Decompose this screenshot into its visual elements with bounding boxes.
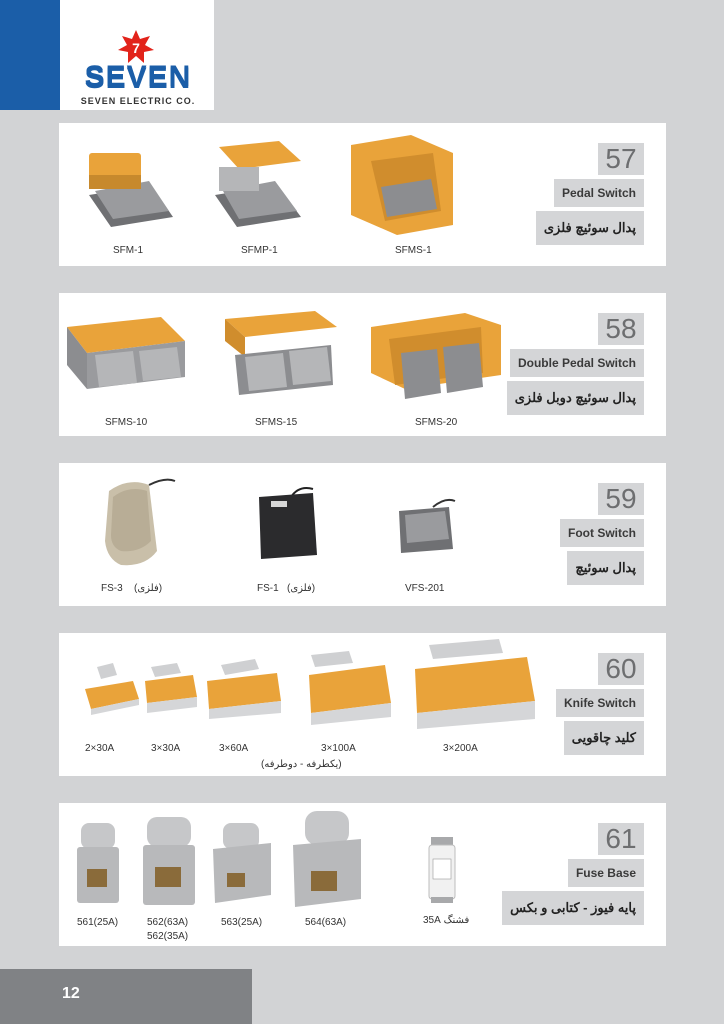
product-label: SFMS-1 xyxy=(395,245,432,256)
product-image-sfms-10 xyxy=(65,311,189,397)
product-image-vfs-201 xyxy=(393,493,475,557)
section-title-fa: پدال سوئیچ xyxy=(567,551,644,585)
section-pedal-switch xyxy=(59,123,666,266)
section-title-fa: پدال سوئیچ فلزی xyxy=(536,211,644,245)
product-image-fuse-562 xyxy=(139,815,199,907)
product-image-fs-1 xyxy=(255,483,331,563)
section-knife-switch xyxy=(59,633,666,776)
product-image-knife-3x60a xyxy=(203,659,285,719)
product-label: SFMS-10 xyxy=(105,417,148,428)
product-note: (فلزی) xyxy=(287,583,316,594)
header-blue-bar xyxy=(0,0,60,110)
star-logo-icon xyxy=(116,30,156,64)
product-label-secondary: 562(35A) xyxy=(147,931,189,942)
logo-company-text: SEVEN ELECTRIC CO. xyxy=(80,96,196,106)
product-note: (فلزی) xyxy=(134,583,163,594)
logo-brand-text: SEVEN xyxy=(84,62,192,95)
product-label: 3×100A xyxy=(321,743,356,754)
section-title-en: Pedal Switch xyxy=(554,179,644,207)
product-image-knife-2x30a xyxy=(83,663,141,715)
section-number: 60 xyxy=(598,653,644,685)
company-logo xyxy=(60,0,214,110)
page-number: 12 xyxy=(62,985,80,1002)
product-label: 563(25A) xyxy=(221,917,263,928)
section-title-en: Fuse Base xyxy=(568,859,644,887)
product-image-sfms-15 xyxy=(215,305,339,397)
product-label: فشنگ 35A xyxy=(423,915,470,926)
product-label: SFM-1 xyxy=(113,245,143,256)
section-title-en: Foot Switch xyxy=(560,519,644,547)
footer-bar xyxy=(0,969,252,1024)
section-title-en: Knife Switch xyxy=(556,689,644,717)
section-title-en: Double Pedal Switch xyxy=(510,349,644,377)
section-title-fa: پایه فیوز - کتابی و بکس xyxy=(502,891,644,925)
product-image-knife-3x200a xyxy=(409,639,539,729)
product-image-sfms-1 xyxy=(341,131,459,237)
product-label: 3×60A xyxy=(219,743,249,754)
product-label: 562(63A) xyxy=(147,917,189,928)
section-number: 61 xyxy=(598,823,644,855)
product-label: SFMS-15 xyxy=(255,417,298,428)
section-number: 58 xyxy=(598,313,644,345)
svg-text:7: 7 xyxy=(132,40,140,56)
section-number: 59 xyxy=(598,483,644,515)
product-label: SFMS-20 xyxy=(415,417,458,428)
section-foot-switch xyxy=(59,463,666,606)
product-image-fuse-564 xyxy=(289,809,365,909)
section-fuse-base xyxy=(59,803,666,946)
product-label: FS-3 xyxy=(101,583,123,594)
product-image-sfms-20 xyxy=(365,303,505,403)
product-label: VFS-201 xyxy=(405,583,445,594)
product-image-fuse-561 xyxy=(73,819,125,905)
product-image-knife-3x30a xyxy=(141,663,201,713)
product-image-fs-3 xyxy=(99,471,179,571)
product-image-fuse-cartridge xyxy=(425,835,459,905)
product-label: 564(63A) xyxy=(305,917,347,928)
product-label: 3×30A xyxy=(151,743,181,754)
product-label: 561(25A) xyxy=(77,917,119,928)
product-image-knife-3x100a xyxy=(303,651,395,725)
section-title-fa: کلید چاقویی xyxy=(564,721,644,755)
section-title-fa: پدال سوئیچ دوبل فلزی xyxy=(507,381,644,415)
product-label: 2×30A xyxy=(85,743,115,754)
knife-switch-note: (یکطرفه - دوطرفه) xyxy=(261,759,342,770)
section-number: 57 xyxy=(598,143,644,175)
product-image-fuse-563 xyxy=(209,821,275,905)
product-image-sfmp-1 xyxy=(209,139,305,231)
product-label: 3×200A xyxy=(443,743,478,754)
section-double-pedal-switch xyxy=(59,293,666,436)
product-image-sfm-1 xyxy=(81,145,177,229)
product-label: FS-1 xyxy=(257,583,279,594)
product-label: SFMP-1 xyxy=(241,245,278,256)
